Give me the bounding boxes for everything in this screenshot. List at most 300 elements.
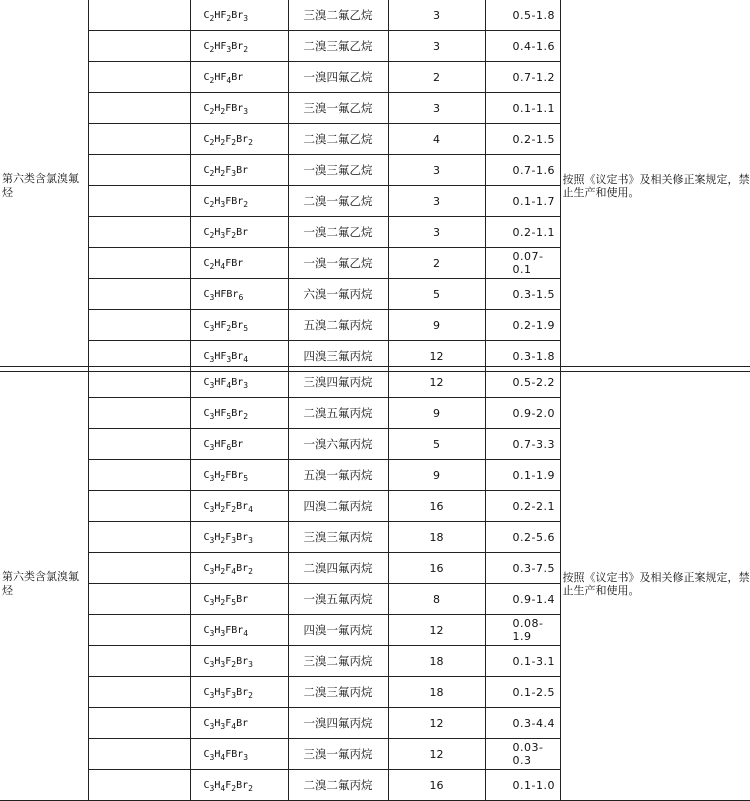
formula-subscript: 3 [209, 442, 215, 452]
empty-code-cell [88, 739, 190, 770]
formula-subscript: 5 [243, 323, 249, 333]
formula-symbol: C [203, 500, 210, 512]
substance-name-cell: 一溴二氟乙烷 [288, 217, 388, 248]
substance-name-cell: 三溴一氟丙烷 [288, 739, 388, 770]
formula-subscript: 3 [209, 597, 215, 607]
formula-symbol: H [214, 226, 221, 238]
formula-subscript: 3 [209, 473, 215, 483]
substance-name-cell: 三溴二氟乙烷 [288, 0, 388, 31]
count-cell: 3 [388, 155, 485, 186]
ozone-value-cell: 0.3-7.5 [485, 553, 560, 584]
formula-subscript: 3 [231, 690, 237, 700]
substance-name-cell: 二溴五氟丙烷 [288, 398, 388, 429]
formula-subscript: 6 [238, 292, 244, 302]
empty-code-cell [88, 310, 190, 341]
formula-symbol: HF [214, 350, 227, 362]
ozone-value-cell: 0.9-1.4 [485, 584, 560, 615]
substance-name-cell: 二溴三氟乙烷 [288, 31, 388, 62]
formula-symbol: F [225, 531, 232, 543]
formula-subscript: 2 [220, 504, 226, 514]
empty-code-cell [88, 553, 190, 584]
formula-subscript: 3 [220, 721, 226, 731]
formula-subscript: 3 [226, 354, 232, 364]
formula-subscript: 2 [209, 13, 215, 23]
ozone-value-cell: 0.3-1.5 [485, 279, 560, 310]
formula-symbol: Br [231, 438, 244, 450]
category-cell: 第六类含氯溴氟烃 [0, 0, 88, 372]
count-cell: 9 [388, 460, 485, 491]
formula-subscript: 2 [220, 597, 226, 607]
formula-symbol: HFBr [214, 288, 239, 300]
formula-symbol: C [203, 164, 210, 176]
formula-symbol: H [214, 164, 221, 176]
substance-name-cell: 一溴五氟丙烷 [288, 584, 388, 615]
formula-symbol: Br [236, 562, 249, 574]
ozone-value-cell: 0.2-5.6 [485, 522, 560, 553]
empty-code-cell [88, 522, 190, 553]
formula-subscript: 3 [248, 535, 253, 545]
formula-symbol: FBr [225, 195, 244, 207]
empty-code-cell [88, 93, 190, 124]
ozone-value-cell: 0.1-3.1 [485, 646, 560, 677]
formula-subscript: 3 [220, 659, 226, 669]
substance-name-cell: 四溴二氟丙烷 [288, 491, 388, 522]
empty-code-cell [88, 31, 190, 62]
formula-symbol: F [225, 500, 232, 512]
ozone-value-cell: 0.2-1.1 [485, 217, 560, 248]
empty-code-cell [88, 398, 190, 429]
formula-symbol: F [225, 226, 232, 238]
formula-symbol: C [203, 257, 210, 269]
formula-subscript: 2 [209, 199, 215, 209]
substance-name-cell: 一溴一氟乙烷 [288, 248, 388, 279]
formula-symbol: C [203, 226, 210, 238]
empty-code-cell [88, 646, 190, 677]
formula-subscript: 3 [248, 659, 253, 669]
ozone-value-cell: 0.08-1.9 [485, 615, 560, 646]
substance-name-cell: 三溴一氟乙烷 [288, 93, 388, 124]
formula-cell [190, 279, 288, 310]
formula-subscript: 4 [220, 752, 226, 762]
ozone-value-cell: 0.3-4.4 [485, 708, 560, 739]
formula-subscript: 3 [209, 628, 215, 638]
formula-subscript: 6 [226, 442, 232, 452]
ozone-value-cell: 0.1-1.1 [485, 93, 560, 124]
formula-symbol: Br [236, 133, 249, 145]
ozone-value-cell: 0.2-2.1 [485, 491, 560, 522]
formula-symbol: H [214, 133, 221, 145]
count-cell: 3 [388, 0, 485, 31]
table-row [0, 0, 750, 31]
formula-subscript: 3 [220, 690, 226, 700]
empty-code-cell [88, 217, 190, 248]
formula-subscript: 4 [226, 75, 232, 85]
ozone-value-cell: 0.1-1.0 [485, 770, 560, 801]
formula-symbol: Br [236, 164, 249, 176]
empty-code-cell [88, 615, 190, 646]
formula-symbol: H [214, 531, 221, 543]
formula-symbol: C [203, 655, 210, 667]
substance-name-cell: 二溴三氟丙烷 [288, 677, 388, 708]
formula-cell [190, 367, 288, 398]
formula-subscript: 3 [209, 690, 215, 700]
formula-symbol: H [214, 469, 221, 481]
formula-cell [190, 62, 288, 93]
count-cell: 12 [388, 739, 485, 770]
formula-subscript: 2 [209, 261, 215, 271]
count-cell: 9 [388, 398, 485, 429]
formula-subscript: 2 [243, 411, 249, 421]
formula-cell [190, 770, 288, 801]
empty-code-cell [88, 155, 190, 186]
count-cell: 8 [388, 584, 485, 615]
formula-subscript: 2 [248, 783, 253, 793]
formula-symbol: HF [214, 407, 227, 419]
formula-symbol: Br [236, 531, 249, 543]
formula-symbol: C [203, 350, 210, 362]
empty-code-cell [88, 770, 190, 801]
empty-code-cell [88, 584, 190, 615]
formula-symbol: F [225, 164, 232, 176]
empty-code-cell [88, 0, 190, 31]
formula-symbol: H [214, 102, 221, 114]
regulation-note-cell: 按照《议定书》及相关修正案规定，禁止生产和使用。 [560, 367, 750, 801]
substance-name-cell: 二溴二氟乙烷 [288, 124, 388, 155]
formula-cell [190, 429, 288, 460]
formula-subscript: 2 [231, 504, 237, 514]
formula-symbol: HF [214, 40, 227, 52]
formula-subscript: 2 [209, 230, 215, 240]
formula-subscript: 3 [209, 504, 215, 514]
formula-subscript: 3 [209, 721, 215, 731]
empty-code-cell [88, 491, 190, 522]
formula-symbol: C [203, 407, 210, 419]
formula-subscript: 4 [243, 354, 249, 364]
formula-subscript: 2 [220, 137, 226, 147]
formula-symbol: Br [236, 655, 249, 667]
count-cell: 4 [388, 124, 485, 155]
formula-cell [190, 522, 288, 553]
ozone-value-cell: 0.1-1.9 [485, 460, 560, 491]
count-cell: 3 [388, 186, 485, 217]
count-cell: 12 [388, 615, 485, 646]
formula-symbol: H [214, 257, 221, 269]
empty-code-cell [88, 367, 190, 398]
formula-symbol: Br [231, 9, 244, 21]
formula-subscript: 3 [243, 106, 249, 116]
formula-symbol: C [203, 376, 210, 388]
substance-name-cell: 一溴三氟乙烷 [288, 155, 388, 186]
count-cell: 18 [388, 522, 485, 553]
formula-symbol: Br [236, 686, 249, 698]
formula-symbol: C [203, 469, 210, 481]
formula-cell [190, 646, 288, 677]
empty-code-cell [88, 677, 190, 708]
formula-symbol: H [214, 562, 221, 574]
formula-subscript: 2 [243, 44, 249, 54]
formula-subscript: 2 [248, 690, 253, 700]
formula-subscript: 4 [231, 566, 237, 576]
ozone-value-cell: 0.5-1.8 [485, 0, 560, 31]
substance-name-cell: 三溴四氟丙烷 [288, 367, 388, 398]
formula-subscript: 3 [220, 230, 226, 240]
count-cell: 18 [388, 677, 485, 708]
formula-symbol: C [203, 531, 210, 543]
ozone-value-cell: 0.07-0.1 [485, 248, 560, 279]
substance-name-cell: 五溴二氟丙烷 [288, 310, 388, 341]
count-cell: 12 [388, 708, 485, 739]
formula-cell [190, 217, 288, 248]
ozone-value-cell: 0.7-1.2 [485, 62, 560, 93]
formula-subscript: 4 [231, 721, 237, 731]
table-row [0, 367, 750, 398]
ozone-value-cell: 0.5-2.2 [485, 367, 560, 398]
formula-cell [190, 186, 288, 217]
formula-subscript: 3 [243, 13, 249, 23]
formula-symbol: C [203, 624, 210, 636]
formula-subscript: 4 [220, 261, 226, 271]
formula-subscript: 2 [209, 75, 215, 85]
formula-symbol: C [203, 195, 210, 207]
formula-subscript: 2 [220, 566, 226, 576]
formula-cell [190, 615, 288, 646]
formula-symbol: HF [214, 9, 227, 21]
formula-cell [190, 310, 288, 341]
formula-symbol: FBr [225, 102, 244, 114]
formula-subscript: 3 [209, 354, 215, 364]
formula-subscript: 3 [209, 566, 215, 576]
substance-name-cell: 四溴一氟丙烷 [288, 615, 388, 646]
formula-symbol: Br [231, 350, 244, 362]
count-cell: 16 [388, 491, 485, 522]
formula-cell [190, 0, 288, 31]
formula-symbol: C [203, 686, 210, 698]
formula-symbol: C [203, 133, 210, 145]
formula-subscript: 2 [209, 44, 215, 54]
substance-name-cell: 四溴三氟丙烷 [288, 341, 388, 372]
formula-subscript: 2 [220, 535, 226, 545]
ozone-value-cell: 0.7-1.6 [485, 155, 560, 186]
count-cell: 2 [388, 248, 485, 279]
formula-symbol: F [225, 562, 232, 574]
substance-table-part-1 [0, 0, 750, 372]
formula-symbol: C [203, 717, 210, 729]
formula-symbol: F [225, 655, 232, 667]
formula-subscript: 3 [231, 535, 237, 545]
count-cell: 16 [388, 770, 485, 801]
formula-cell [190, 584, 288, 615]
formula-cell [190, 553, 288, 584]
count-cell: 16 [388, 553, 485, 584]
formula-subscript: 3 [209, 783, 215, 793]
formula-subscript: 2 [248, 137, 253, 147]
substance-name-cell: 六溴一氟丙烷 [288, 279, 388, 310]
formula-cell [190, 93, 288, 124]
formula-symbol: C [203, 779, 210, 791]
formula-symbol: H [214, 195, 221, 207]
ozone-value-cell: 0.03-0.3 [485, 739, 560, 770]
formula-symbol: C [203, 102, 210, 114]
formula-subscript: 4 [220, 783, 226, 793]
formula-subscript: 2 [231, 659, 237, 669]
count-cell: 12 [388, 341, 485, 372]
empty-code-cell [88, 124, 190, 155]
substance-name-cell: 二溴一氟乙烷 [288, 186, 388, 217]
formula-symbol: Br [231, 407, 244, 419]
formula-symbol: HF [214, 71, 227, 83]
ozone-value-cell: 0.2-1.9 [485, 310, 560, 341]
formula-subscript: 3 [243, 380, 249, 390]
empty-code-cell [88, 460, 190, 491]
formula-subscript: 2 [220, 168, 226, 178]
formula-cell [190, 248, 288, 279]
formula-subscript: 2 [226, 13, 232, 23]
formula-symbol: Br [231, 319, 244, 331]
formula-symbol: H [214, 655, 221, 667]
count-cell: 12 [388, 367, 485, 398]
formula-symbol: Br [236, 593, 249, 605]
formula-subscript: 2 [243, 199, 249, 209]
formula-symbol: F [225, 686, 232, 698]
formula-cell [190, 708, 288, 739]
formula-cell [190, 31, 288, 62]
formula-symbol: FBr [225, 748, 244, 760]
substance-table-part-2 [0, 366, 750, 801]
formula-subscript: 3 [209, 292, 215, 302]
formula-cell [190, 155, 288, 186]
formula-subscript: 2 [231, 783, 237, 793]
formula-symbol: C [203, 438, 210, 450]
category-cell: 第六类含氯溴氟烃 [0, 367, 88, 801]
empty-code-cell [88, 279, 190, 310]
count-cell: 5 [388, 279, 485, 310]
ozone-value-cell: 0.3-1.8 [485, 341, 560, 372]
empty-code-cell [88, 429, 190, 460]
formula-symbol: H [214, 593, 221, 605]
formula-subscript: 2 [220, 106, 226, 116]
count-cell: 3 [388, 93, 485, 124]
formula-subscript: 5 [231, 597, 237, 607]
formula-subscript: 3 [209, 411, 215, 421]
formula-subscript: 3 [231, 168, 237, 178]
formula-subscript: 3 [243, 752, 249, 762]
ozone-value-cell: 0.9-2.0 [485, 398, 560, 429]
formula-subscript: 2 [209, 137, 215, 147]
ozone-value-cell: 0.7-3.3 [485, 429, 560, 460]
formula-subscript: 2 [248, 566, 253, 576]
substance-name-cell: 一溴四氟丙烷 [288, 708, 388, 739]
formula-subscript: 2 [220, 473, 226, 483]
formula-symbol: C [203, 288, 210, 300]
formula-symbol: H [214, 779, 221, 791]
formula-cell [190, 739, 288, 770]
formula-subscript: 4 [226, 380, 232, 390]
formula-symbol: C [203, 40, 210, 52]
formula-symbol: F [225, 779, 232, 791]
formula-symbol: Br [236, 226, 249, 238]
formula-symbol: C [203, 319, 210, 331]
formula-cell [190, 460, 288, 491]
formula-subscript: 3 [209, 323, 215, 333]
ozone-value-cell: 0.1-1.7 [485, 186, 560, 217]
formula-subscript: 4 [248, 504, 253, 514]
formula-symbol: F [225, 133, 232, 145]
ozone-value-cell: 0.1-2.5 [485, 677, 560, 708]
formula-subscript: 3 [209, 535, 215, 545]
count-cell: 18 [388, 646, 485, 677]
formula-subscript: 2 [226, 323, 232, 333]
formula-symbol: F [225, 593, 232, 605]
substance-name-cell: 二溴二氟丙烷 [288, 770, 388, 801]
count-cell: 5 [388, 429, 485, 460]
formula-symbol: FBr [225, 257, 244, 269]
count-cell: 3 [388, 217, 485, 248]
formula-symbol: HF [214, 319, 227, 331]
formula-subscript: 3 [220, 199, 226, 209]
formula-symbol: C [203, 593, 210, 605]
formula-symbol: Br [231, 71, 244, 83]
ozone-value-cell: 0.4-1.6 [485, 31, 560, 62]
formula-subscript: 4 [243, 628, 249, 638]
count-cell: 3 [388, 31, 485, 62]
empty-code-cell [88, 186, 190, 217]
formula-symbol: HF [214, 438, 227, 450]
formula-symbol: Br [236, 779, 249, 791]
formula-symbol: C [203, 71, 210, 83]
formula-subscript: 2 [231, 230, 237, 240]
count-cell: 2 [388, 62, 485, 93]
substance-name-cell: 一溴六氟丙烷 [288, 429, 388, 460]
formula-symbol: C [203, 562, 210, 574]
formula-subscript: 2 [209, 168, 215, 178]
empty-code-cell [88, 248, 190, 279]
formula-symbol: F [225, 717, 232, 729]
formula-cell [190, 398, 288, 429]
formula-subscript: 3 [209, 752, 215, 762]
formula-symbol: H [214, 500, 221, 512]
ozone-value-cell: 0.2-1.5 [485, 124, 560, 155]
formula-symbol: Br [231, 376, 244, 388]
empty-code-cell [88, 708, 190, 739]
formula-symbol: H [214, 686, 221, 698]
formula-symbol: FBr [225, 624, 244, 636]
formula-subscript: 5 [226, 411, 232, 421]
substance-name-cell: 二溴四氟丙烷 [288, 553, 388, 584]
formula-symbol: Br [236, 717, 249, 729]
formula-subscript: 3 [220, 628, 226, 638]
empty-code-cell [88, 62, 190, 93]
formula-cell [190, 677, 288, 708]
formula-cell [190, 491, 288, 522]
formula-subscript: 3 [209, 659, 215, 669]
formula-symbol: H [214, 624, 221, 636]
formula-symbol: C [203, 748, 210, 760]
formula-symbol: H [214, 748, 221, 760]
substance-name-cell: 一溴四氟乙烷 [288, 62, 388, 93]
substance-name-cell: 三溴二氟丙烷 [288, 646, 388, 677]
count-cell: 9 [388, 310, 485, 341]
formula-symbol: C [203, 9, 210, 21]
regulation-note-cell: 按照《议定书》及相关修正案规定，禁止生产和使用。 [560, 0, 750, 372]
formula-symbol: HF [214, 376, 227, 388]
formula-subscript: 5 [243, 473, 249, 483]
formula-subscript: 2 [209, 106, 215, 116]
substance-name-cell: 五溴一氟丙烷 [288, 460, 388, 491]
substance-name-cell: 三溴三氟丙烷 [288, 522, 388, 553]
formula-symbol: Br [231, 40, 244, 52]
formula-symbol: FBr [225, 469, 244, 481]
formula-subscript: 2 [231, 137, 237, 147]
